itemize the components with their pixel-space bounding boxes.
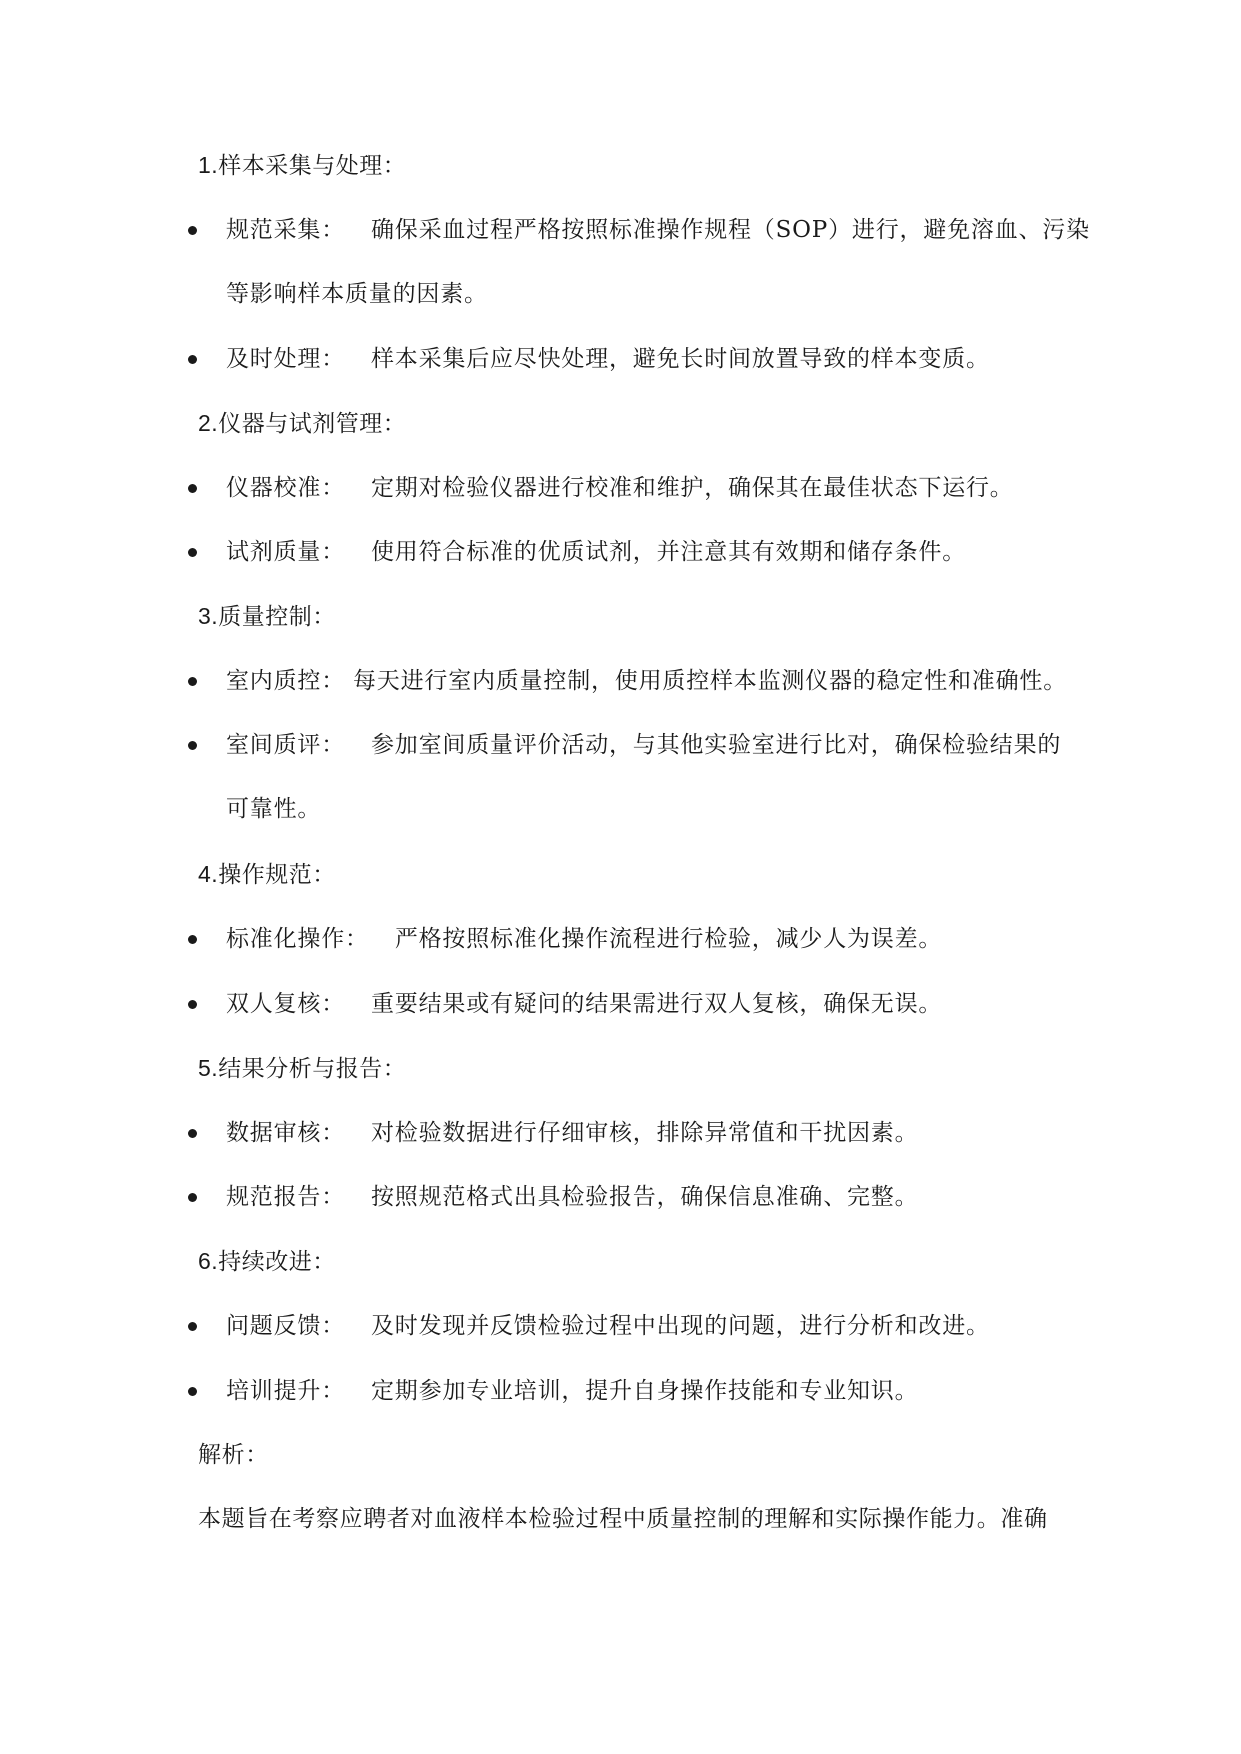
list-item: 及时处理： 样本采集后应尽快处理，避免长时间放置导致的样本变质。	[226, 346, 990, 372]
list-item: 标准化操作： 严格按照标准化操作流程进行检验，减少人为误差。	[226, 926, 943, 952]
bullet-icon	[188, 1387, 197, 1396]
analysis-title: 解析：	[198, 1442, 269, 1468]
list-item: 规范采集： 确保采血过程严格按照标准操作规程（SOP）进行，避免溶血、污染	[226, 217, 1090, 243]
bullet-icon	[188, 741, 197, 750]
analysis-text: 本题旨在考察应聘者对血液样本检验过程中质量控制的理解和实际操作能力。准确	[198, 1506, 1048, 1532]
bullet-icon	[188, 1322, 197, 1331]
section-heading: 3.质量控制：	[198, 603, 336, 630]
section-heading: 4.操作规范：	[198, 861, 336, 888]
list-item: 试剂质量： 使用符合标准的优质试剂，并注意其有效期和储存条件。	[226, 539, 966, 565]
bullet-icon	[188, 1129, 197, 1138]
bullet-icon	[188, 548, 197, 557]
list-item: 室间质评： 参加室间质量评价活动，与其他实验室进行比对，确保检验结果的	[226, 732, 1062, 758]
bullet-icon	[188, 484, 197, 493]
bullet-icon	[188, 935, 197, 944]
list-item: 培训提升： 定期参加专业培训，提升自身操作技能和专业知识。	[226, 1378, 919, 1404]
section-heading: 1.样本采集与处理：	[198, 152, 407, 179]
list-item: 仪器校准： 定期对检验仪器进行校准和维护，确保其在最佳状态下运行。	[226, 475, 1014, 501]
section-heading: 5.结果分析与报告：	[198, 1055, 407, 1082]
section-heading: 6.持续改进：	[198, 1248, 336, 1275]
list-item: 问题反馈： 及时发现并反馈检验过程中出现的问题，进行分析和改进。	[226, 1313, 990, 1339]
bullet-icon	[188, 355, 197, 364]
bullet-icon	[188, 226, 197, 235]
list-item-continuation: 可靠性。	[226, 796, 322, 822]
section-heading: 2.仪器与试剂管理：	[198, 410, 407, 437]
list-item-continuation: 等影响样本质量的因素。	[226, 281, 488, 307]
bullet-icon	[188, 1193, 197, 1202]
list-item: 室内质控： 每天进行室内质量控制，使用质控样本监测仪器的稳定性和准确性。	[226, 668, 1067, 694]
bullet-icon	[188, 677, 197, 686]
list-item: 数据审核： 对检验数据进行仔细审核，排除异常值和干扰因素。	[226, 1120, 919, 1146]
bullet-icon	[188, 1000, 197, 1009]
list-item: 规范报告： 按照规范格式出具检验报告，确保信息准确、完整。	[226, 1184, 919, 1210]
list-item: 双人复核： 重要结果或有疑问的结果需进行双人复核，确保无误。	[226, 991, 943, 1017]
